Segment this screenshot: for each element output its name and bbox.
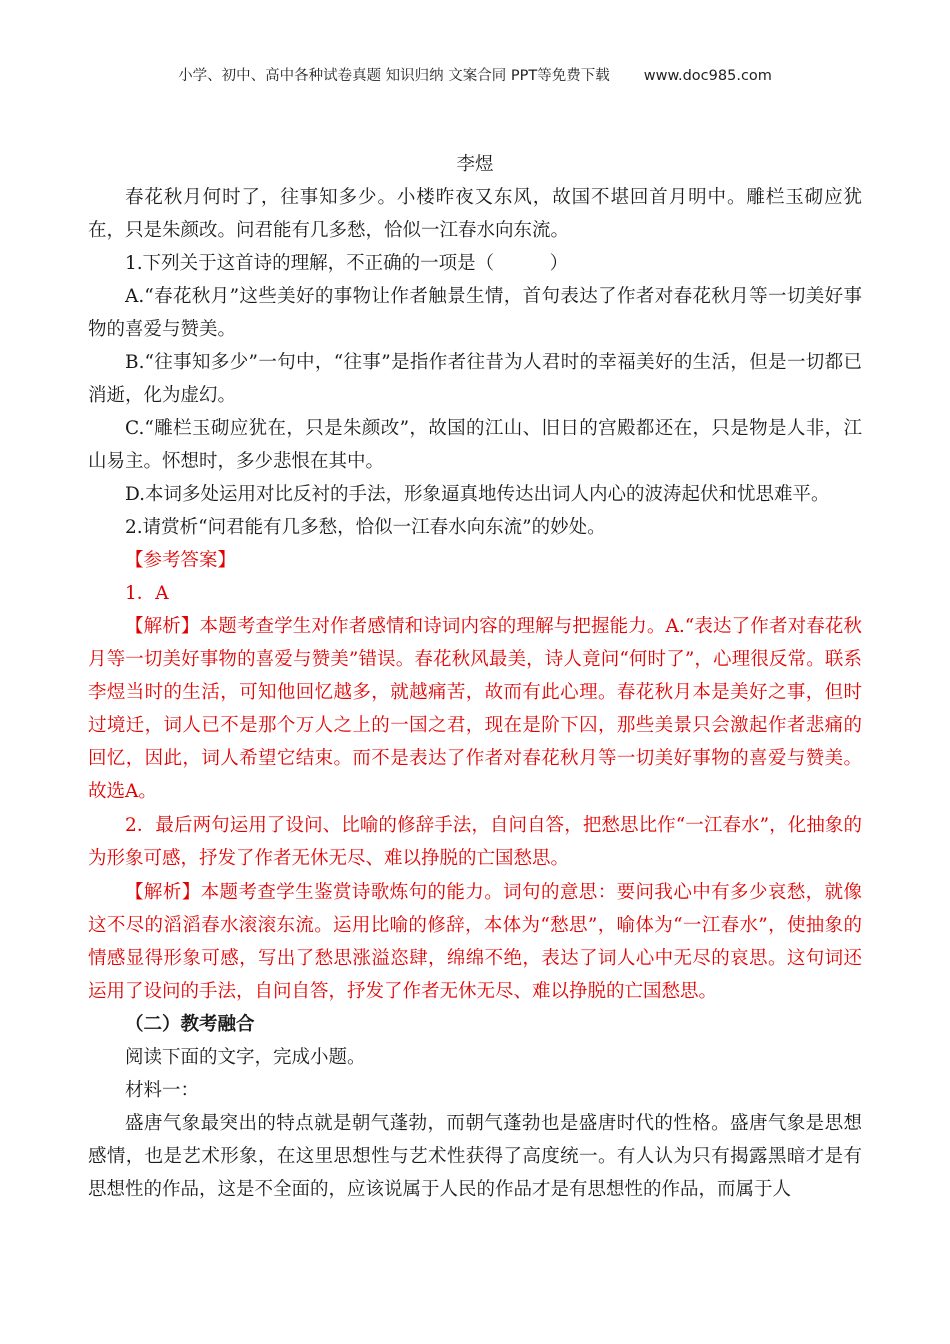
question-1: 1.下列关于这首诗的理解，不正确的一项是（ ） — [125, 253, 569, 274]
header-url[interactable]: www.doc985.com — [643, 68, 772, 84]
material-text: 盛唐气象最突出的特点就是朝气蓬勃，而朝气蓬勃也是盛唐时代的性格。盛唐气象是思想感情，也是艺术形象，在这里思想性与艺术性获得了高度统一。有人认为只有揭露黑暗才是有思想性的作品，这是不全面的，应该说属于人民的作品才是有思想性的作品，而属于人 — [88, 1113, 862, 1200]
reading-instruction: 阅读下面的文字，完成小题。 — [125, 1047, 366, 1068]
section-heading: （二）教考融合 — [125, 1014, 255, 1035]
analysis-1: 【解析】本题考查学生对作者感情和诗词内容的理解与把握能力。A.“表达了作者对春花秋月等一切美好事物的喜爱与赞美”错误。春花秋风最美，诗人竟问“何时了”，心理很反常。联系李煜当时的生活，可知他回忆越多，就越痛苦，故而有此心理。春花秋月本是美好之事，但时过境迁，词人已不是那个万人之上的一国之君，现在是阶下囚，那些美景只会激起作者悲痛的回忆，因此，词人希望它结束。而不是表达了作者对春花秋月等一切美好事物的喜爱与赞美。故选A。 — [88, 616, 862, 802]
answer-1: 1．A — [125, 583, 169, 604]
analysis-2: 【解析】本题考查学生鉴赏诗歌炼句的能力。词句的意思：要问我心中有多少哀愁，就像这不尽的滔滔春水滚滚东流。运用比喻的修辞，本体为“愁思”，喻体为“一江春水”，使抽象的情感显得形象可感，写出了愁思涨溢恣肆，绵绵不绝，表达了词人心中无尽的哀思。这句词还运用了设问的手法，自问自答，抒发了作者无休无尽、难以挣脱的亡国愁思。 — [88, 882, 862, 1002]
document-body — [88, 148, 862, 1206]
option-a: A.“春花秋月”这些美好的事物让作者触景生情，首句表达了作者对春花秋月等一切美好事物的喜爱与赞美。 — [88, 286, 862, 340]
material-label: 材料一： — [125, 1080, 200, 1101]
answer-heading: 【参考答案】 — [125, 550, 237, 571]
poem-text: 春花秋月何时了，往事知多少。小楼昨夜又东风，故国不堪回首月明中。雕栏玉砌应犹在，只是朱颜改。问君能有几多愁，恰似一江春水向东流。 — [88, 187, 862, 241]
poem-author: 李煜 — [456, 154, 494, 175]
option-d: D.本词多处运用对比反衬的手法，形象逼真地传达出词人内心的波涛起伏和忧思难平。 — [125, 484, 830, 505]
answer-2: 2．最后两句运用了设问、比喻的修辞手法，自问自答，把愁思比作“一江春水”，化抽象的为形象可感，抒发了作者无休无尽、难以挣脱的亡国愁思。 — [88, 815, 862, 869]
question-2: 2.请赏析“问君能有几多愁，恰似一江春水向东流”的妙处。 — [125, 517, 606, 538]
option-b: B.“往事知多少”一句中，“往事”是指作者往昔为人君时的幸福美好的生活，但是一切都已消逝，化为虚幻。 — [88, 352, 862, 406]
page-header — [0, 64, 950, 85]
option-c: C.“雕栏玉砌应犹在，只是朱颜改”，故国的江山、旧日的宫殿都还在，只是物是人非，江山易主。怀想时，多少悲恨在其中。 — [88, 418, 862, 472]
header-text: 小学、初中、高中各种试卷真题 知识归纳 文案合同 PPT等免费下载 — [178, 68, 610, 84]
